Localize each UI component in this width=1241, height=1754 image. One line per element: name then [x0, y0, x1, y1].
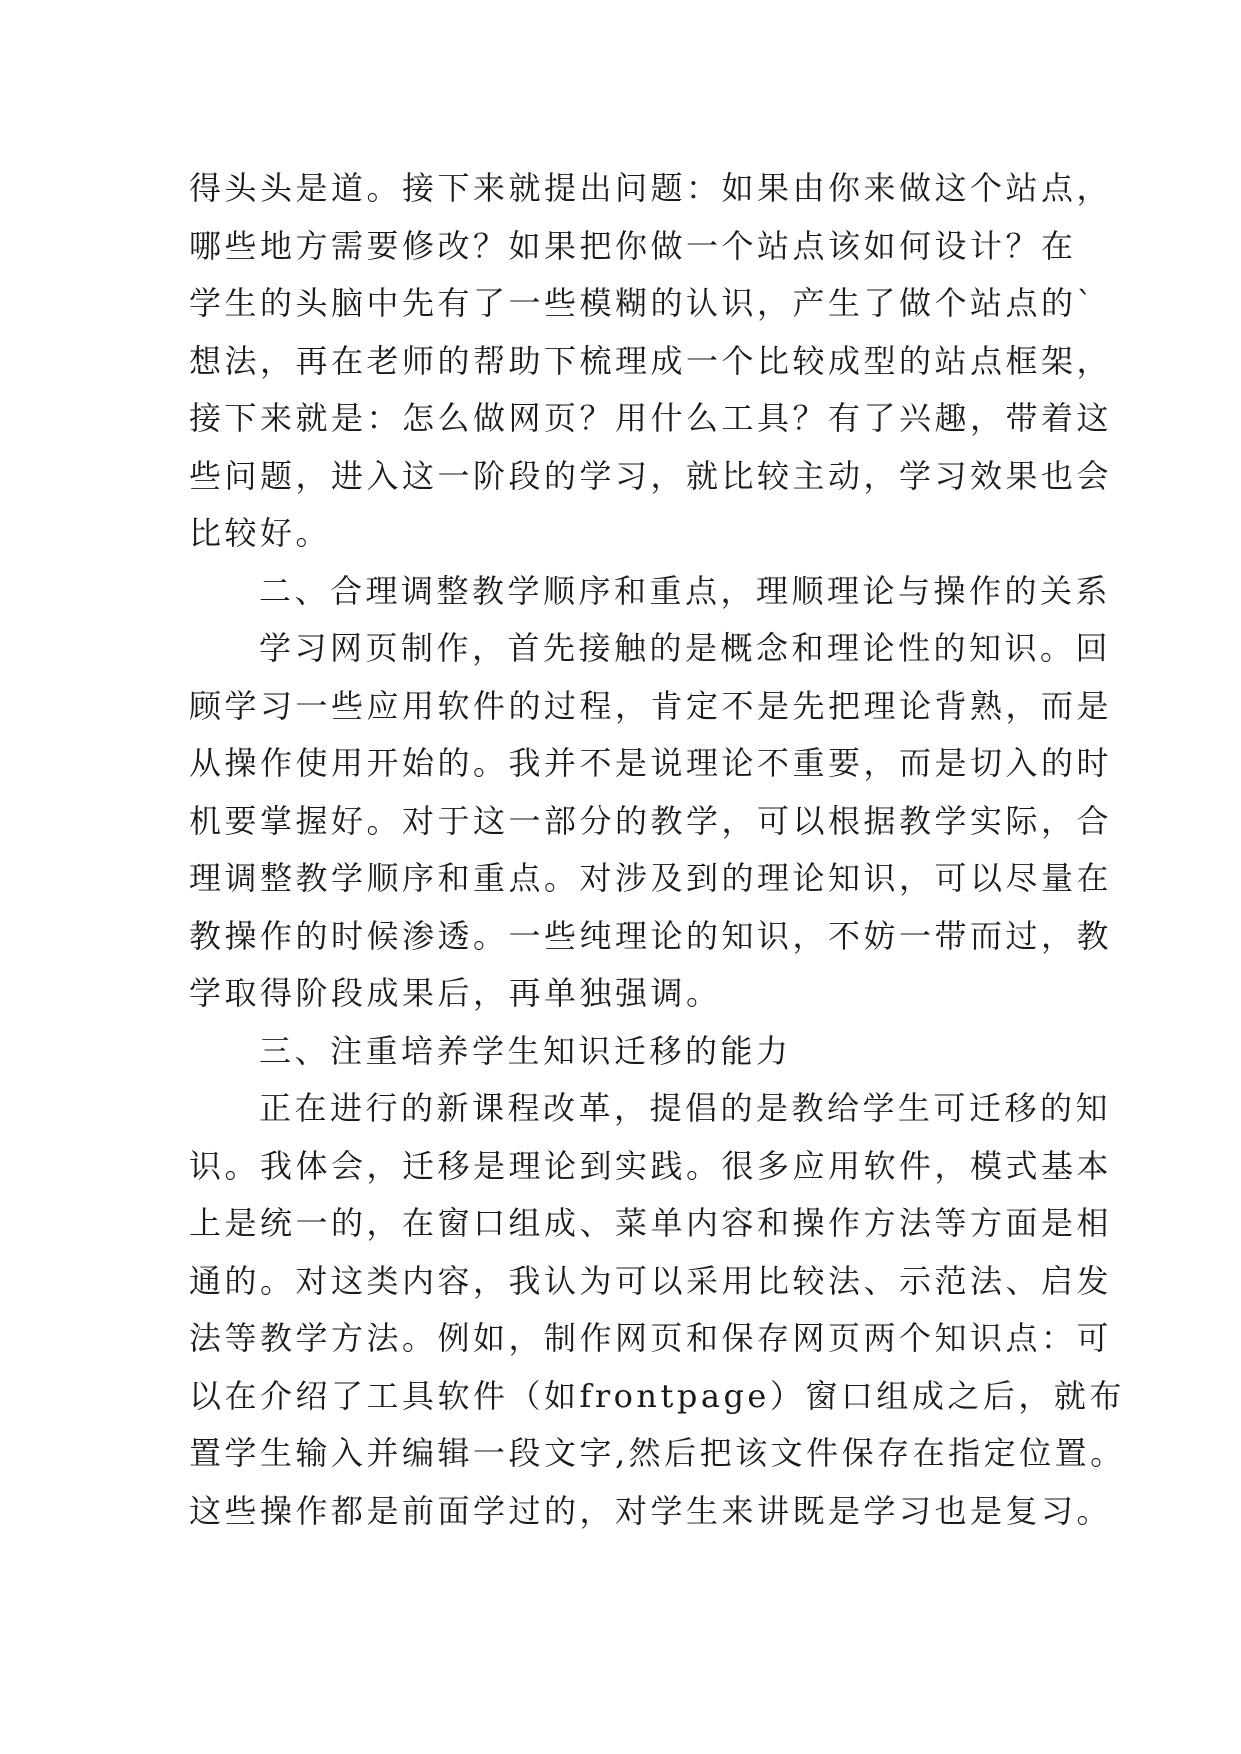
text-line: 理调整教学顺序和重点。对涉及到的理论知识，可以尽量在 — [189, 859, 1113, 897]
text-line: 机要掌握好。对于这一部分的教学，可以根据教学实际，合 — [189, 801, 1113, 840]
text-line: 想法，再在老师的帮助下梳理成一个比较成型的站点框架， — [189, 341, 1113, 380]
text-line: 些问题，进入这一阶段的学习，就比较主动，学习效果也会 — [189, 456, 1113, 495]
text-line: 从操作使用开始的。我并不是说理论不重要，而是切入的时 — [189, 744, 1113, 782]
paragraph-start: 正在进行的新课程改革，提倡的是教给学生可迁移的知 — [259, 1089, 1112, 1127]
text-line: 哪些地方需要修改？如果把你做一个站点该如何设计？在 — [189, 226, 1077, 265]
text-line: 以在介绍了工具软件（如frontpage）窗口组成之后，就布 — [189, 1376, 1125, 1415]
text-line: 这些操作都是前面学过的，对学生来讲既是学习也是复习。 — [189, 1491, 1113, 1530]
section-heading-2: 二、合理调整教学顺序和重点，理顺理论与操作的关系 — [259, 571, 1112, 610]
text-line: 上是统一的，在窗口组成、菜单内容和操作方法等方面是相 — [189, 1204, 1113, 1242]
paragraph-start: 学习网页制作，首先接触的是概念和理论性的知识。回 — [259, 629, 1112, 667]
text-line: 学取得阶段成果后，再单独强调。 — [189, 974, 722, 1012]
text-line: 置学生输入并编辑一段文字,然后把该文件保存在指定位置。 — [189, 1434, 1126, 1472]
text-line: 识。我体会，迁移是理论到实践。很多应用软件，模式基本 — [189, 1146, 1113, 1185]
text-line: 得头头是道。接下来就提出问题：如果由你来做这个站点， — [189, 169, 1113, 207]
text-line: 教操作的时候渗透。一些纯理论的知识，不妨一带而过，教 — [189, 916, 1113, 955]
text-line: 学生的头脑中先有了一些模糊的认识，产生了做个站点的` — [189, 284, 1097, 322]
text-line: 通的。对这类内容，我认为可以采用比较法、示范法、启发 — [189, 1261, 1113, 1300]
body-text — [189, 160, 1126, 1540]
text-line: 接下来就是：怎么做网页？用什么工具？有了兴趣，带着这 — [189, 399, 1113, 437]
text-line: 顾学习一些应用软件的过程，肯定不是先把理论背熟，而是 — [189, 686, 1113, 725]
text-line: 比较好。 — [189, 514, 332, 552]
section-heading-3: 三、注重培养学生知识迁移的能力 — [259, 1031, 792, 1070]
text-line: 法等教学方法。例如，制作网页和保存网页两个知识点：可 — [189, 1319, 1113, 1357]
